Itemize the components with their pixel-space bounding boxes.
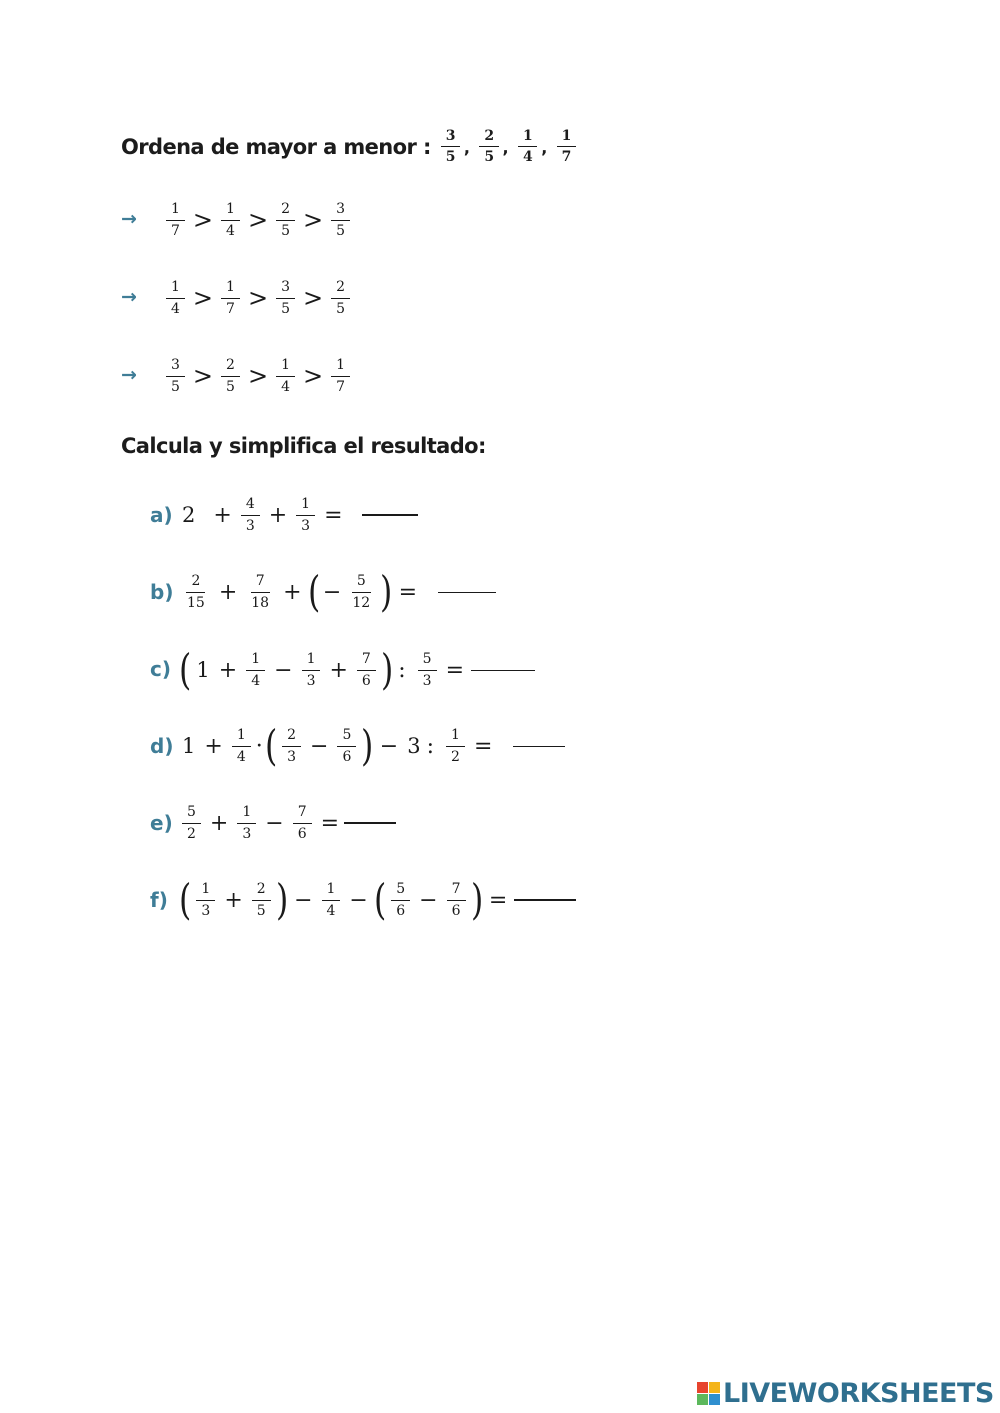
- exercise-b-label: b): [150, 580, 174, 604]
- exercise-a: 2 + $\frac{4}{3}$ + $\frac{1}{3}$ =: [178, 485, 418, 545]
- answer-line-b[interactable]: [438, 592, 496, 593]
- logo-square: [709, 1394, 720, 1405]
- fraction: $\frac{2}{15}$: [187, 573, 205, 611]
- section1-heading: Ordena de mayor a menor : $\frac{3}{5}$ , $\frac{2}{5}$ , $\frac{1}{4}$ , $\frac{1}{7}$: [121, 128, 580, 165]
- fraction: $\frac{1}{7}$: [331, 357, 350, 394]
- fraction: $\frac{1}{7}$: [166, 201, 185, 238]
- exercise-f-label: f): [150, 888, 168, 912]
- fraction: $\frac{1}{4}$: [276, 357, 295, 394]
- fraction: $\frac{3}{5}$: [166, 357, 185, 394]
- fraction: $\frac{5}{6}$: [391, 881, 410, 918]
- fraction: $\frac{1}{4}$: [221, 201, 240, 238]
- fraction: $\frac{5}{12}$: [352, 573, 371, 611]
- answer-line-d[interactable]: [513, 746, 565, 747]
- logo-square: [709, 1382, 720, 1393]
- fraction: $\frac{1}{4}$: [166, 279, 185, 316]
- exercise-e-label: e): [150, 811, 173, 835]
- arrow-icon: →: [121, 208, 137, 230]
- answer-line-f[interactable]: [514, 899, 576, 901]
- fraction: $\frac{3}{5}$: [441, 128, 460, 165]
- exercise-c-label: c): [150, 657, 171, 681]
- option-2[interactable]: $\frac{1}{4}$ > $\frac{1}{7}$ > $\frac{3}{5}$ > $\frac{2}{5}$: [162, 268, 354, 328]
- arrow-icon: →: [121, 286, 137, 308]
- fraction: $\frac{5}{2}$: [182, 804, 201, 841]
- option-3[interactable]: $\frac{3}{5}$ > $\frac{2}{5}$ > $\frac{1}{4}$ > $\frac{1}{7}$: [162, 346, 354, 406]
- fraction: $\frac{5}{6}$: [337, 727, 356, 764]
- fraction: $\frac{1}{7}$: [221, 279, 240, 316]
- fraction: $\frac{2}{3}$: [282, 727, 301, 764]
- fraction: $\frac{2}{5}$: [331, 279, 350, 316]
- exercise-d-label: d): [150, 734, 174, 758]
- fraction: $\frac{2}{5}$: [252, 881, 271, 918]
- fraction: $\frac{7}{6}$: [357, 651, 376, 688]
- exercise-e: $\frac{5}{2}$ + $\frac{1}{3}$ − $\frac{7}{6}$ =: [178, 793, 396, 853]
- fraction: $\frac{7}{6}$: [293, 804, 312, 841]
- fraction: $\frac{3}{5}$: [276, 279, 295, 316]
- section2-heading: Calcula y simplifica el resultado:: [121, 434, 486, 458]
- fraction: $\frac{7}{18}$: [251, 573, 270, 611]
- fraction: $\frac{7}{6}$: [447, 881, 466, 918]
- logo-square: [697, 1394, 708, 1405]
- fraction: $\frac{1}{3}$: [302, 651, 321, 688]
- liveworksheets-mark-icon: [697, 1382, 720, 1405]
- fraction: $\frac{1}{3}$: [237, 804, 256, 841]
- fraction: $\frac{1}{3}$: [296, 496, 315, 533]
- answer-line-c[interactable]: [471, 670, 535, 671]
- option-1[interactable]: $\frac{1}{7}$ > $\frac{1}{4}$ > $\frac{2}{5}$ > $\frac{3}{5}$: [162, 190, 354, 250]
- fraction: $\frac{1}{7}$: [557, 128, 576, 165]
- fraction: $\frac{2}{5}$: [276, 201, 295, 238]
- fraction: $\frac{1}{4}$: [322, 881, 341, 918]
- exercise-d: 1 + $\frac{1}{4}$ · ( $\frac{2}{3}$ − $\frac{5}{6}$ ) − 3 : $\frac{1}{2}$ =: [178, 716, 565, 776]
- exercise-b: $\frac{2}{15}$ + $\frac{7}{18}$ + ( − $\frac{5}{12}$ ) =: [178, 562, 496, 622]
- fraction: $\frac{1}{2}$: [446, 727, 465, 764]
- section1-heading-text: Ordena de mayor a menor :: [121, 134, 431, 159]
- liveworksheets-text: LIVEWORKSHEETS: [723, 1378, 994, 1409]
- fraction: $\frac{1}{4}$: [518, 128, 537, 165]
- fraction: $\frac{1}{4}$: [232, 727, 251, 764]
- fraction: $\frac{1}{3}$: [196, 881, 215, 918]
- arrow-icon: →: [121, 364, 137, 386]
- logo-square: [697, 1382, 708, 1393]
- fraction: $\frac{3}{5}$: [331, 201, 350, 238]
- fraction: $\frac{5}{3}$: [418, 651, 437, 688]
- fraction: $\frac{2}{5}$: [479, 128, 498, 165]
- exercise-c: ( 1 + $\frac{1}{4}$ − $\frac{1}{3}$ + $\frac{7}{6}$ ) : $\frac{5}{3}$ =: [178, 640, 535, 700]
- fraction: $\frac{2}{5}$: [221, 357, 240, 394]
- liveworksheets-logo: [697, 1378, 994, 1409]
- exercise-a-label: a): [150, 503, 173, 527]
- fraction: $\frac{1}{4}$: [246, 651, 265, 688]
- answer-line-a[interactable]: [362, 514, 418, 516]
- answer-line-e[interactable]: [344, 822, 396, 824]
- exercise-f: ( $\frac{1}{3}$ + $\frac{2}{5}$ ) − $\frac{1}{4}$ − ( $\frac{5}{6}$ − $\frac{7}{6}$ ) =: [178, 870, 576, 930]
- fraction: $\frac{4}{3}$: [241, 496, 260, 533]
